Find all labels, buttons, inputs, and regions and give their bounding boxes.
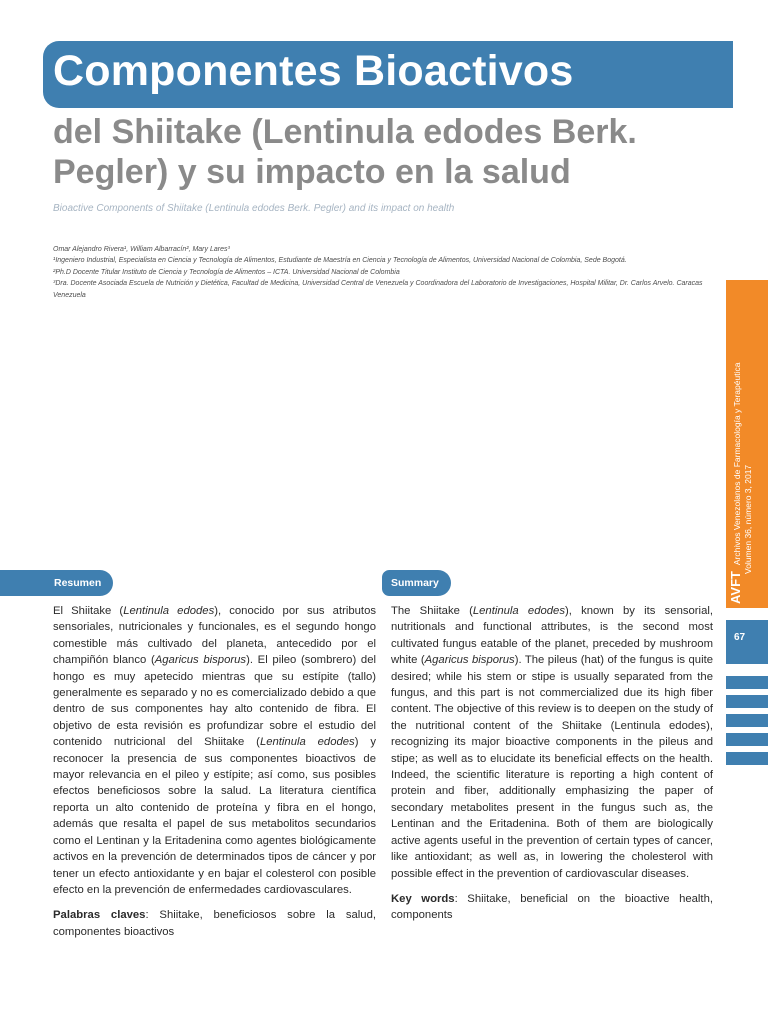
author-names: Omar Alejandro Rivera¹, William Albarracín², Mary Lares³ bbox=[53, 246, 230, 253]
affiliation-3: ³Dra. Docente Asociada Escuela de Nutrición y Dietética, Facultad de Medicina, Universidad Central de Venezuela y Coordinadora del Laboratorio de Investigaciones, Hospital Militar, Dr. Carlos Arvelo. Caracas Venezuela bbox=[53, 280, 703, 299]
journal-volume: Volumen 36, número 3, 2017 bbox=[743, 464, 753, 574]
summary-keywords: Key words: Shiitake, beneficial on the bioactive health, components bbox=[391, 892, 713, 922]
page-number-tab bbox=[726, 620, 768, 664]
affiliation-2: ²Ph.D Docente Titular Instituto de Ciencia y Tecnología de Alimentos – ICTA. Universidad Nacional de Colombia bbox=[53, 268, 400, 276]
summary-heading: Summary bbox=[391, 577, 439, 589]
journal-abbr: AVFT bbox=[728, 571, 743, 604]
article-subtitle: del Shiitake (Lentinula edodes Berk. Pegler) y su impacto en la salud bbox=[53, 113, 637, 191]
resumen-paragraph: El Shiitake (Lentinula edodes), conocido por sus atributos sensoriales, nutricionales y funcionales, es el segundo hongo comestible más cultivado del planeta, antecedido por el champiñón blanco (Agaricus bisporus). El pileo (sombrero) del hongo es muy apetecido mientras que su estípite (tallo) generalmente es separado y no es comercializado debido a que dentro de sus componentes hay alto contenido de fibra. El objetivo de esta revisión es profundizar sobre el estudio del contenido nutricional del Shiitake (Lentinula edodes) y reconocer la presencia de sus componentes bioactivos de mayor relevancia en el pileo y estípite; así como, sus posibles efectos beneficiosos sobre la salud. La literatura científica reporta un alto contenido de proteína y fibra en el hongo, además que resalta el papel de sus metabolitos secundarios como el Lentinan y la Eritadenina como agentes biológicamente activos en la prevención de determinados tipos de cáncer y por tener un efecto antioxidante y en bajar el colesterol con posible efecto en la prevención de enfermedades cardiovasculares. bbox=[53, 605, 376, 896]
resumen-heading: Resumen bbox=[54, 577, 102, 589]
summary-paragraph: The Shiitake (Lentinula edodes), known by its sensorial, nutritionals and functional attributes, is the second most cultivated fungus eatable of the planet, preceded by mushroom white (Agaricus bisporus). The pileus (hat) of the fungus is quite desired; while his stem or stipe is usually separated from the fungus, and this part is not commercialized due its high fiber content. The objective of this review is to deepen on the study of the nutritional content of the Shiitake (Lentinula edodes), recognizing its major bioactive components in the pileus and stipe; as well as to elucidate its beneficial effects on the health. Indeed, the scientific literature is reporting a high content of protein and fiber, additionally emphasizing the paper of secondary metabolites present in the fungus such as, the Lentinan and the Eritadenina. Both of them are biologically active agents useful in the prevention of certain types of cancer, like antioxidant; as well as, in lowering the cholesterol with possible effect in the prevention of cardiovascular diseases. bbox=[391, 605, 713, 880]
summary-column bbox=[391, 603, 713, 924]
page-number: 67 bbox=[734, 632, 746, 643]
journal-name: Archivos Venezolanos de Farmacología y Terapéutica bbox=[732, 362, 742, 566]
article-title: Componentes Bioactivos bbox=[53, 47, 574, 95]
resumen-column bbox=[53, 603, 376, 940]
resumen-keywords: Palabras claves: Shiitake, beneficiosos sobre la salud, componentes bioactivos bbox=[53, 909, 376, 938]
english-title: Bioactive Components of Shiitake (Lentinula edodes Berk. Pegler) and its impact on health bbox=[53, 203, 455, 214]
author-block bbox=[53, 244, 717, 301]
journal-sidebar-text bbox=[730, 363, 754, 604]
sidebar-stripes bbox=[726, 676, 768, 771]
affiliation-1: ¹Ingeniero Industrial, Especialista en Ciencia y Tecnología de Alimentos, Estudiante de Maestría en Ciencia y Tecnología de Alimentos, Universidad Nacional de Colombia, Sede Bogotá. bbox=[53, 257, 627, 265]
